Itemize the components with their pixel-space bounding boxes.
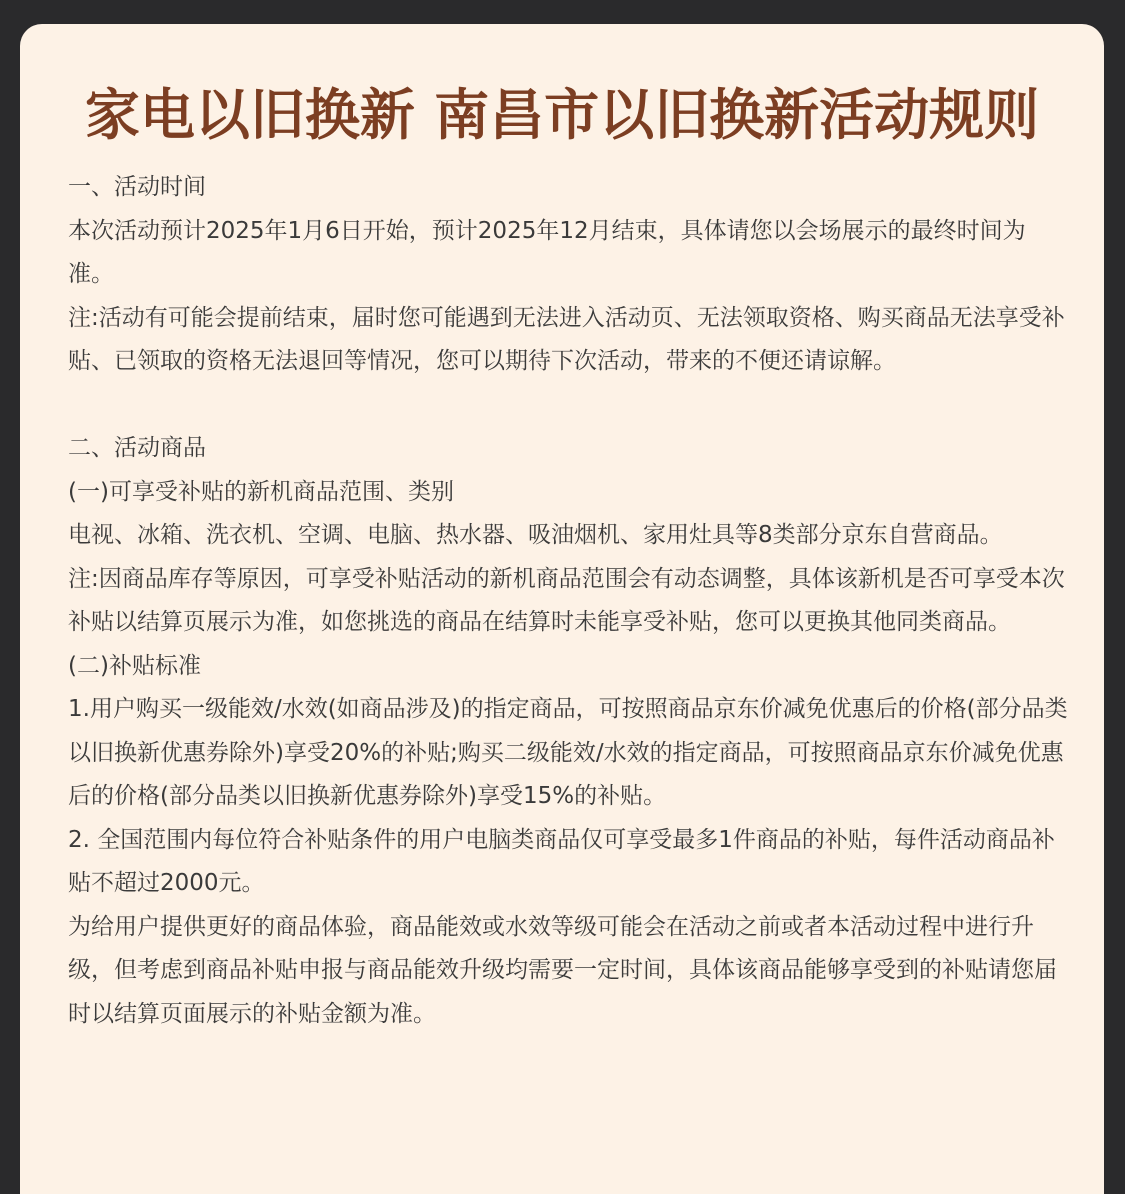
product-scope-note: 注:因商品库存等原因，可享受补贴活动的新机商品范围会有动态调整，具体该新机是否可享受本次补贴以结算页展示为准，如您挑选的商品在结算时未能享受补贴，您可以更换其他同类商品。 [68, 565, 1065, 635]
section-spacer [68, 384, 1068, 428]
product-scope-paragraph: 电视、冰箱、洗衣机、空调、电脑、热水器、吸油烟机、家用灶具等8类部分京东自营商品。 [68, 522, 1003, 548]
page-title: 家电以旧换新 南昌市以旧换新活动规则 [84, 83, 1040, 147]
subsidy-rule-1: 1.用户购买一级能效/水效(如商品涉及)的指定商品，可按照商品京东价减免优惠后的价格(部分品类以旧换新优惠券除外)享受20%的补贴;购买二级能效/水效的指定商品，可按照商品京东价减免优惠后的价格(部分品类以旧换新优惠券除外)享受15%的补贴。 [68, 696, 1068, 809]
rules-content [68, 166, 1068, 1036]
section-heading-activity-products: 二、活动商品 [68, 435, 206, 461]
subsection-heading-product-scope: (一)可享受补贴的新机商品范围、类别 [68, 478, 454, 505]
activity-time-paragraph: 本次活动预计2025年1月6日开始，预计2025年12月结束，具体请您以会场展示的最终时间为准。 [68, 217, 1026, 287]
rules-card [20, 24, 1104, 1194]
subsidy-rule-2: 2. 全国范围内每位符合补贴条件的用户电脑类商品仅可享受最多1件商品的补贴，每件活动商品补贴不超过2000元。 [68, 826, 1055, 896]
section-heading-activity-time: 一、活动时间 [68, 174, 206, 200]
subsidy-upgrade-note: 为给用户提供更好的商品体验，商品能效或水效等级可能会在活动之前或者本活动过程中进行升级，但考虑到商品补贴申报与商品能效升级均需要一定时间，具体该商品能够享受到的补贴请您届时以结算页面展示的补贴金额为准。 [68, 913, 1057, 1027]
subsection-heading-subsidy-standard: (二)补贴标准 [68, 652, 201, 679]
activity-time-note: 注:活动有可能会提前结束，届时您可能遇到无法进入活动页、无法领取资格、购买商品无法享受补贴、已领取的资格无法退回等情况，您可以期待下次活动，带来的不便还请谅解。 [68, 304, 1065, 374]
